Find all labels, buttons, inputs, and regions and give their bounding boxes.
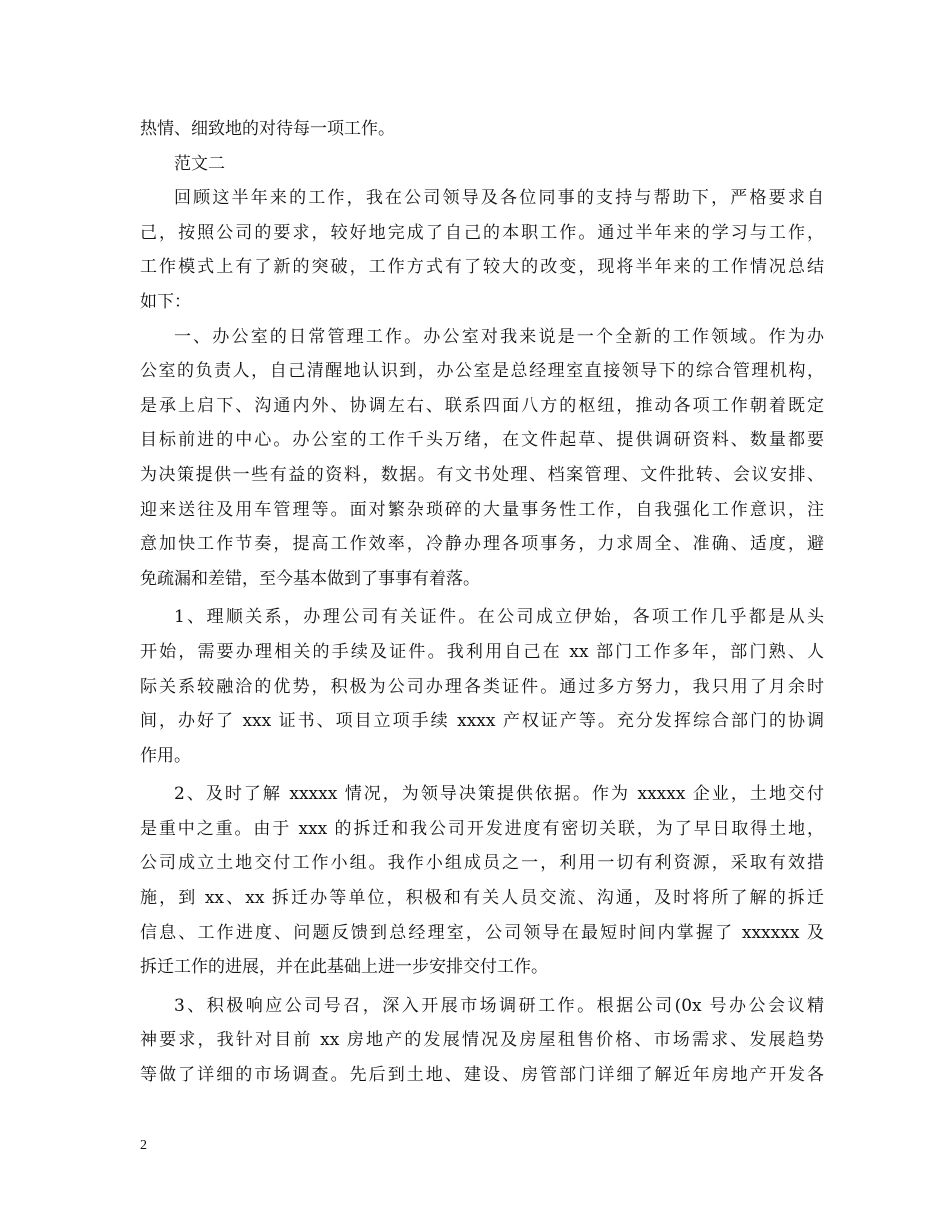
text-line: 3、积极响应公司号召，深入开展市场调研工作。根据公司(0x 号办公会议精	[174, 995, 824, 1016]
text-line: 一、办公室的日常管理工作。办公室对我来说是一个全新的工作领域。作为办	[174, 326, 824, 347]
text-line: 回顾这半年来的工作，我在公司领导及各位同事的支持与帮助下，严格要求自	[174, 188, 824, 209]
text-line: 是承上启下、沟通内外、协调左右、联系四面八方的枢纽，推动各项工作朝着既定	[140, 395, 824, 416]
text-line: 拆迁工作的进展，并在此基础上进一步安排交付工作。	[140, 957, 548, 978]
text-line: 热情、细致地的对待每一项工作。	[140, 119, 395, 139]
document-body	[140, 112, 824, 1093]
text-line: 施，到 xx、xx 拆迁办等单位，积极和有关人员交流、沟通，及时将所了解的拆迁	[140, 888, 824, 909]
text-line: 间，办好了 xxx 证书、项目立项手续 xxxx 产权证产等。充分发挥综合部门的协调	[140, 711, 824, 732]
text-line: 工作模式上有了新的突破，工作方式有了较大的改变，现将半年来的工作情况总结	[140, 257, 824, 278]
text-line: 信息、工作进度、问题反馈到总经理室，公司领导在最短时间内掌握了 xxxxxx 及	[140, 922, 824, 943]
text-line: 己，按照公司的要求，较好地完成了自己的本职工作。通过半年来的学习与工作，	[140, 222, 824, 243]
text-line: 2、及时了解 xxxxx 情况，为领导决策提供依据。作为 xxxxx 企业，土地交付	[174, 784, 824, 805]
text-line: 公司成立土地交付工作小组。我作小组成员之一，利用一切有利资源，采取有效措	[140, 853, 824, 874]
text-line: 是重中之重。由于 xxx 的拆迁和我公司开发进度有密切关联，为了早日取得土地，	[140, 818, 824, 839]
text-line: 作用。	[140, 745, 191, 766]
text-line: 如下：	[140, 291, 191, 312]
text-line: 目标前进的中心。办公室的工作千头万绪，在文件起草、提供调研资料、数量都要	[140, 430, 824, 451]
text-line: 公室的负责人，自己清醒地认识到，办公室是总经理室直接领导下的综合管理机构，	[140, 361, 824, 382]
text-line: 际关系较融洽的优势，积极为公司办理各类证件。通过多方努力，我只用了月余时	[140, 676, 824, 697]
text-line: 范文二	[174, 153, 225, 174]
text-line: 免疏漏和差错，至今基本做到了事事有着落。	[140, 568, 480, 589]
text-line: 1、理顺关系，办理公司有关证件。在公司成立伊始，各项工作几乎都是从头	[174, 607, 824, 628]
text-line: 等做了详细的市场调查。先后到土地、建设、房管部门详细了解近年房地产开发各	[140, 1065, 824, 1086]
text-line: 为决策提供一些有益的资料，数据。有文书处理、档案管理、文件批转、会议安排、	[140, 464, 824, 485]
text-line: 意加快工作节奏，提高工作效率，冷静办理各项事务，力求周全、准确、适度，避	[140, 534, 824, 555]
text-line: 开始，需要办理相关的手续及证件。我利用自己在 xx 部门工作多年，部门熟、人	[140, 641, 824, 662]
text-line: 神要求，我针对目前 xx 房地产的发展情况及房屋租售价格、市场需求、发展趋势	[140, 1030, 824, 1051]
text-line: 迎来送往及用车管理等。面对繁杂琐碎的大量事务性工作，自我强化工作意识，注	[140, 499, 824, 520]
page-number: 2	[140, 1138, 147, 1153]
